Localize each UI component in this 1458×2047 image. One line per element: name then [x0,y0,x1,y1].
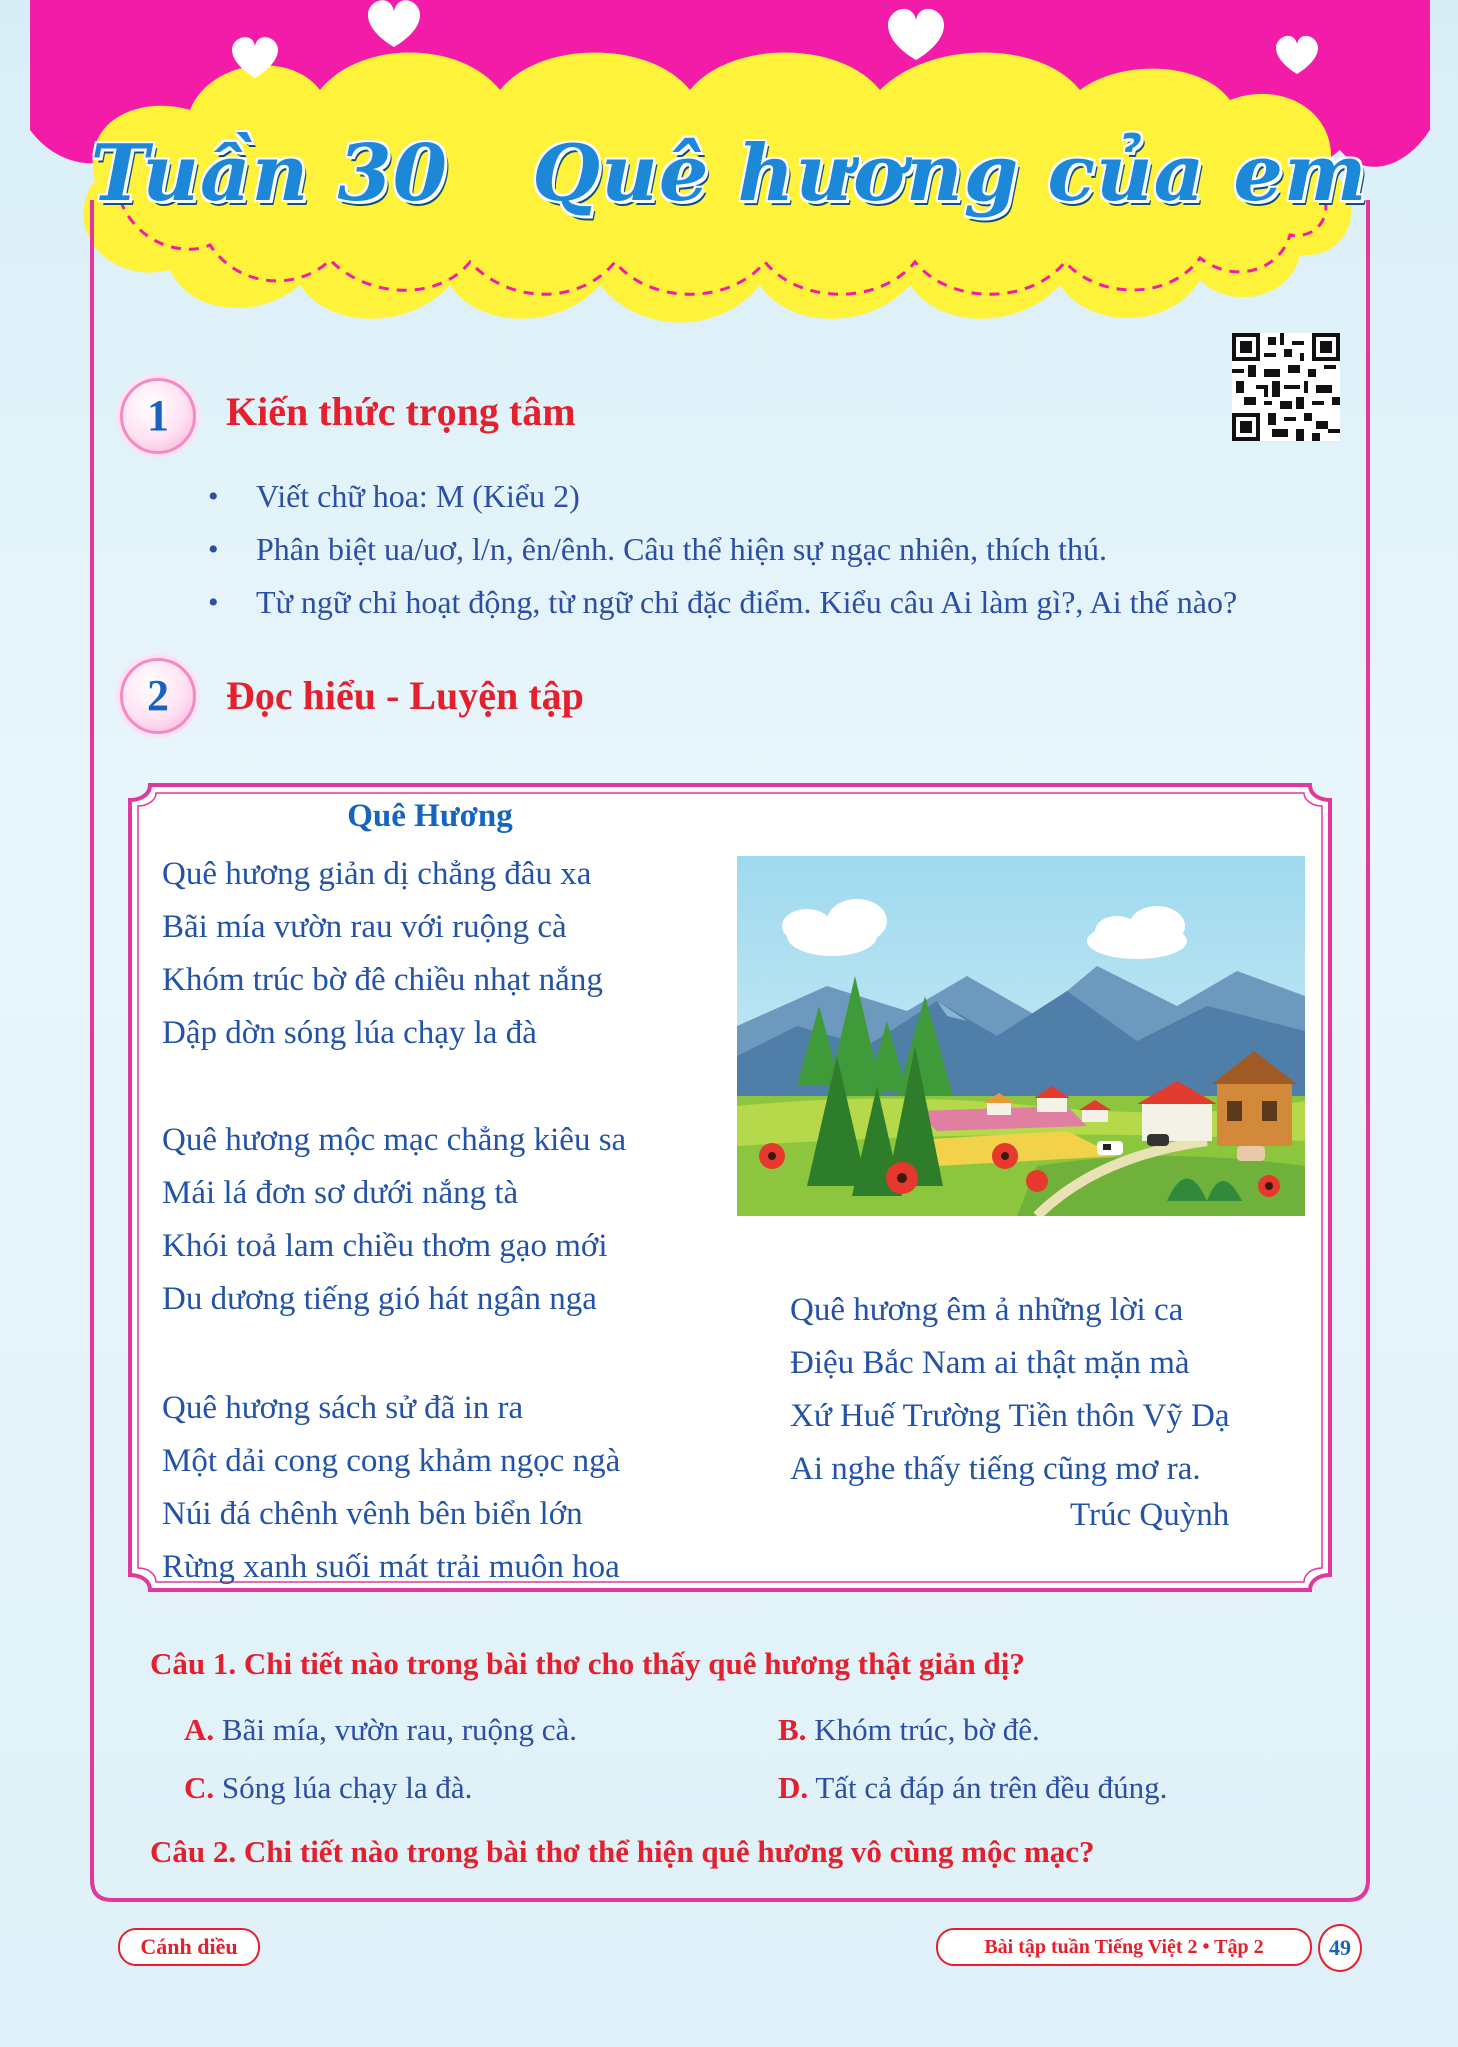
footer-book-title: Bài tập tuần Tiếng Việt 2 • Tập 2 [936,1928,1312,1966]
poem-line: Khói toả lam chiều thơm gạo mới [162,1228,608,1264]
option-text: Bãi mía, vườn rau, ruộng cà. [221,1712,578,1747]
poem-line: Rừng xanh suối mát trải muôn hoa [162,1549,620,1585]
answer-option-d[interactable] [778,1770,1167,1806]
option-text: Tất cả đáp án trên đều đúng. [815,1770,1168,1805]
question-1: Câu 1. Chi tiết nào trong bài thơ cho thấy quê hương thật giản dị? [150,1646,1025,1681]
poem-line: Một dải cong cong khảm ngọc ngà [162,1443,621,1479]
footer-series-label: Cánh diều [118,1928,260,1966]
section-title-knowledge: Kiến thức trọng tâm [226,389,576,434]
week-label: Tuần 30 [90,128,449,219]
poem-author: Trúc Quỳnh [1070,1497,1230,1533]
theme-label: Quê hương của em [532,128,1368,219]
poem-stanza [162,1114,626,1326]
poem-line: Núi đá chênh vênh bên biển lớn [162,1496,583,1532]
poem-stanza [790,1284,1230,1496]
answer-option-b[interactable] [778,1712,1040,1748]
knowledge-list [200,470,1237,629]
option-letter: D. [778,1770,809,1805]
answer-option-a[interactable] [184,1712,577,1748]
section-number-badge: 1 [120,378,196,454]
poem-stanza [162,1382,620,1594]
poem-stanza [162,848,603,1060]
section-title-reading: Đọc hiểu - Luyện tập [226,673,584,718]
poem-line: Mái lá đơn sơ dưới nắng tà [162,1175,519,1211]
option-text: Khóm trúc, bờ đê. [814,1712,1040,1747]
option-letter: B. [778,1712,807,1747]
page-number: 49 [1318,1924,1362,1972]
poem-line: Quê hương sách sử đã in ra [162,1390,524,1426]
answer-option-c[interactable] [184,1770,472,1806]
list-item: • Viết chữ hoa: M (Kiểu 2) [200,470,1237,523]
poem-line: Bãi mía vườn rau với ruộng cà [162,909,567,945]
option-letter: C. [184,1770,215,1805]
poem-line: Khóm trúc bờ đê chiều nhạt nắng [162,962,603,998]
page-title [0,128,1458,219]
countryside-illustration [737,856,1305,1216]
list-item: • Phân biệt ua/uơ, l/n, ên/ênh. Câu thể hiện sự ngạc nhiên, thích thú. [200,523,1237,576]
poem-line: Quê hương êm ả những lời ca [790,1292,1184,1328]
poem-line: Quê hương giản dị chẳng đâu xa [162,856,592,892]
list-item: • Từ ngữ chỉ hoạt động, từ ngữ chỉ đặc điểm. Kiểu câu Ai làm gì?, Ai thế nào? [200,576,1237,629]
poem-line: Xứ Huế Trường Tiền thôn Vỹ Dạ [790,1398,1230,1434]
poem-title: Quê Hương [347,798,513,834]
option-letter: A. [184,1712,215,1747]
poem-line: Du dương tiếng gió hát ngân nga [162,1281,597,1317]
poem-line: Ai nghe thấy tiếng cũng mơ ra. [790,1451,1201,1487]
option-text: Sóng lúa chạy la đà. [221,1770,473,1805]
question-2: Câu 2. Chi tiết nào trong bài thơ thể hiện quê hương vô cùng mộc mạc? [150,1834,1095,1869]
poem-line: Dập dờn sóng lúa chạy la đà [162,1015,537,1051]
section-number-badge: 2 [120,658,196,734]
poem-line: Điệu Bắc Nam ai thật mặn mà [790,1345,1190,1381]
qr-code[interactable] [1232,333,1340,441]
poem-line: Quê hương mộc mạc chẳng kiêu sa [162,1122,627,1158]
